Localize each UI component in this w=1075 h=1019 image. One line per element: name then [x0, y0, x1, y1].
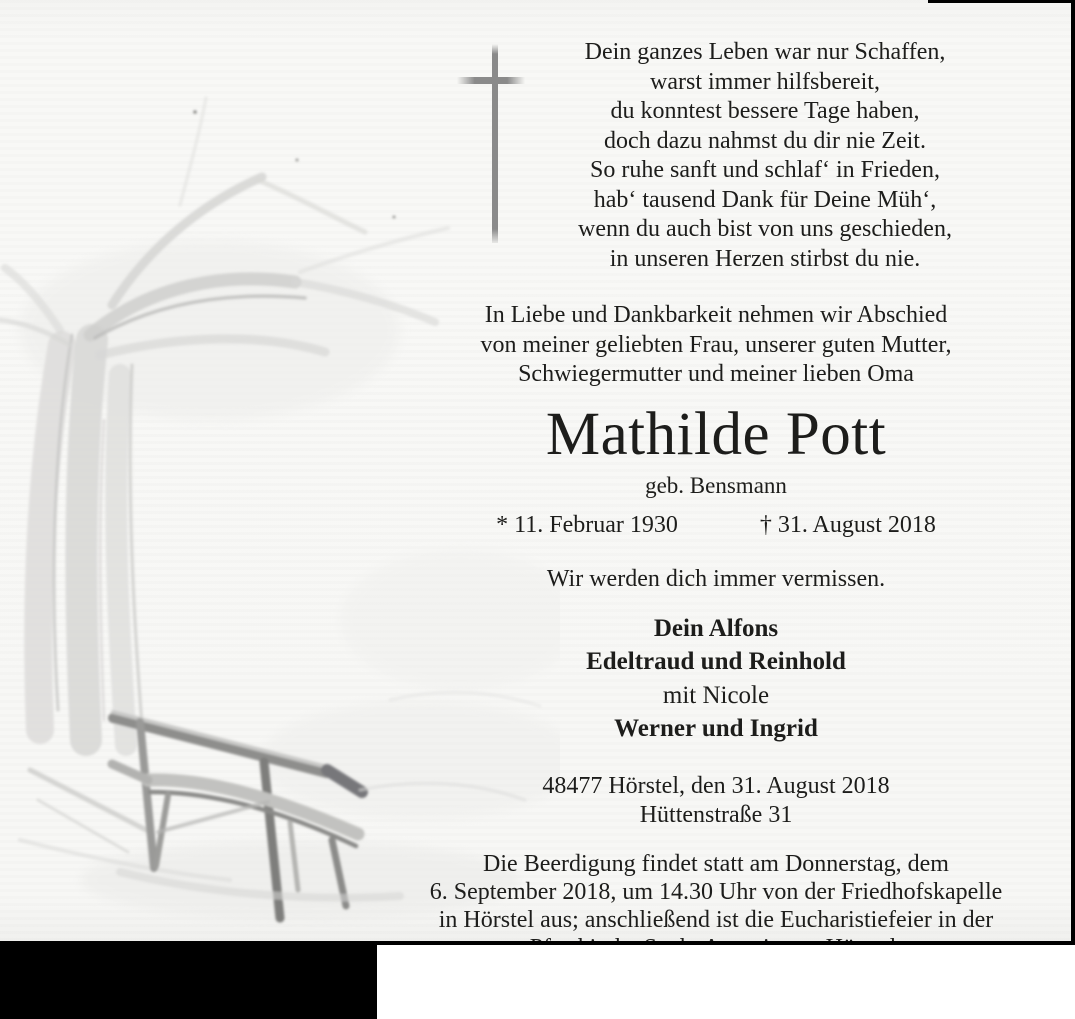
- poem-line: in unseren Herzen stirbst du nie.: [609, 245, 921, 272]
- street-address: Hüttenstraße 31: [639, 801, 793, 828]
- funeral-line: 6. September 2018, um 14.30 Uhr von der Friedhofskapelle: [429, 878, 1003, 905]
- poem-line: doch dazu nahmst du dir nie Zeit.: [604, 127, 926, 154]
- death-date: † 31. August 2018: [759, 511, 936, 538]
- mourner-line: mit Nicole: [662, 681, 770, 709]
- mourner-line: Edeltraud und Reinhold: [586, 648, 846, 676]
- life-dates: [356, 512, 1075, 538]
- birth-date: * 11. Februar 1930: [496, 511, 678, 538]
- farewell-intro: [356, 301, 1075, 390]
- intro-line: Schwiegermutter und meiner lieben Oma: [518, 361, 914, 387]
- poem-line: du konntest bessere Tage haben,: [610, 98, 920, 124]
- top-border-segment: [928, 0, 1075, 3]
- place-and-date: 48477 Hörstel, den 31. August 2018: [542, 772, 890, 799]
- address-block: [356, 772, 1075, 830]
- farewell-line: Wir werden dich immer vermissen.: [546, 566, 886, 593]
- right-border-line: [1071, 0, 1075, 945]
- poem-line: So ruhe sanft und schlaf‘ in Frieden,: [590, 157, 940, 183]
- mourner-line: Werner und Ingrid: [614, 715, 818, 743]
- mourner-line: Dein Alfons: [653, 614, 779, 642]
- poem-line: warst immer hilfsbereit,: [650, 68, 880, 95]
- bottom-black-block: [0, 945, 377, 1019]
- intro-line: In Liebe und Dankbarkeit nehmen wir Abschied: [484, 302, 948, 328]
- bottom-white-margin: [377, 945, 1075, 1019]
- memorial-poem: [405, 0, 1075, 274]
- poem-line: hab‘ tausend Dank für Deine Müh‘,: [593, 186, 937, 213]
- poem-line: Dein ganzes Leben war nur Schaffen,: [584, 39, 946, 65]
- funeral-line: Die Beerdigung findet statt am Donnerstag, dem: [483, 850, 949, 877]
- deceased-name: Mathilde Pott: [545, 400, 887, 468]
- maiden-name: geb. Bensmann: [645, 472, 787, 498]
- intro-line: von meiner geliebten Frau, unserer guten Mutter,: [480, 331, 952, 358]
- funeral-line: in Hörstel aus; anschließend ist die Eucharistiefeier in der: [438, 906, 994, 933]
- notice-text-column: [356, 0, 1075, 962]
- mourners-list: [356, 612, 1075, 746]
- poem-line: wenn du auch bist von uns geschieden,: [578, 216, 952, 242]
